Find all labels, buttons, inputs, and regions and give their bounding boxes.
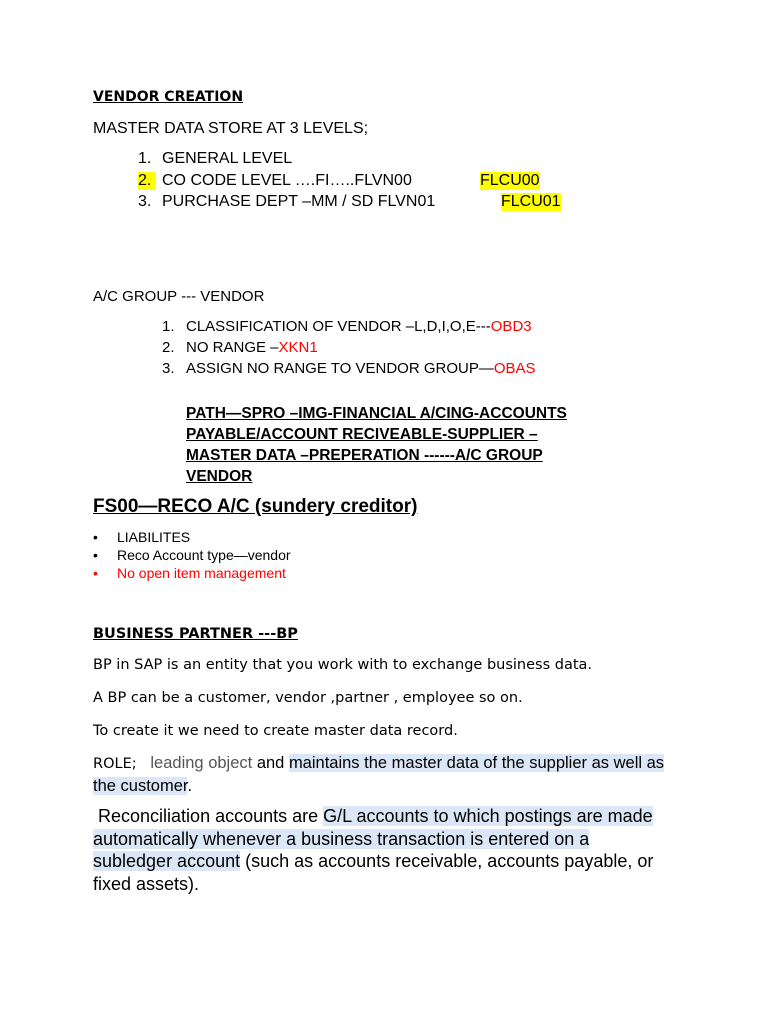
bullet-icon: • [93, 565, 98, 581]
level-text: PURCHASE DEPT –MM / SD FLVN01 [162, 193, 436, 210]
role-leading-object: leading object [150, 754, 253, 772]
item-number: 2. [162, 339, 175, 356]
business-partner-heading: BUSINESS PARTNER ---BP [93, 626, 298, 642]
bullet-text: Reco Account type—vendor [117, 547, 291, 563]
bullet-item [93, 565, 286, 581]
path-line: MASTER DATA –PREPERATION ------A/C GROUP [186, 447, 543, 464]
role-highlight: maintains the master data of the supplier as well as the customer [93, 754, 665, 795]
bp-line-3: To create it we need to create master data record. [93, 723, 458, 739]
role-paragraph [93, 752, 673, 797]
level-number: 1. [138, 150, 152, 167]
bullet-text: No open item management [117, 565, 286, 581]
master-data-heading: MASTER DATA STORE AT 3 LEVELS; [93, 120, 369, 137]
level-number: 3. [138, 193, 152, 210]
role-and: and [256, 754, 285, 772]
level-item-1 [138, 150, 292, 168]
transaction-code: OBD3 [490, 318, 532, 335]
reco-start: Reconciliation accounts are [98, 806, 319, 826]
level-text: GENERAL LEVEL [162, 150, 293, 167]
reco-highlight: G/L accounts to which postings are made automatically whenever a business transaction is entered on a subledger account [93, 806, 653, 871]
ac-group-item-1 [162, 318, 532, 335]
path-line: VENDOR [186, 468, 253, 485]
bullet-text: LIABILITES [117, 529, 191, 545]
transaction-code: OBAS [493, 360, 536, 377]
level-item-2 [138, 172, 412, 190]
path-line: PATH—SPRO –IMG-FINANCIAL A/CING-ACCOUNTS [186, 405, 567, 422]
bullet-item [93, 529, 190, 545]
bp-line-1: BP in SAP is an entity that you work with to exchange business data. [93, 657, 593, 673]
reco-end: (such as accounts receivable, accounts payable, or fixed assets). [93, 851, 654, 894]
level-tag-flcu00: FLCU00 [480, 172, 540, 189]
level-number: 2. [138, 172, 156, 190]
path-line: PAYABLE/ACCOUNT RECIVEABLE-SUPPLIER – [186, 426, 538, 443]
item-number: 1. [162, 318, 175, 335]
ac-group-item-2 [162, 339, 318, 356]
transaction-code: XKN1 [278, 339, 318, 356]
level-item-3 [138, 193, 435, 211]
fs00-heading: FS00—RECO A/C (sundery creditor) [93, 496, 418, 517]
bp-line-2: A BP can be a customer, vendor ,partner , employee so on. [93, 690, 523, 706]
bullet-item [93, 547, 291, 563]
bullet-icon: • [93, 547, 98, 563]
ac-group-item-3 [162, 360, 536, 377]
section-title-vendor-creation: VENDOR CREATION [93, 89, 244, 105]
role-end: . [187, 777, 193, 795]
reconciliation-paragraph [93, 805, 673, 895]
level-tag-flcu01: FLCU01 [501, 193, 561, 210]
item-text: ASSIGN NO RANGE TO VENDOR GROUP— [186, 360, 494, 377]
ac-group-heading: A/C GROUP --- VENDOR [93, 288, 265, 305]
item-text: NO RANGE – [186, 339, 279, 356]
bullet-icon: • [93, 529, 98, 545]
level-text: CO CODE LEVEL ….FI…..FLVN00 [162, 172, 412, 189]
item-text: CLASSIFICATION OF VENDOR –L,D,I,O,E--- [186, 318, 491, 335]
config-path [186, 403, 567, 487]
role-label: ROLE; [93, 756, 137, 772]
item-number: 3. [162, 360, 175, 377]
